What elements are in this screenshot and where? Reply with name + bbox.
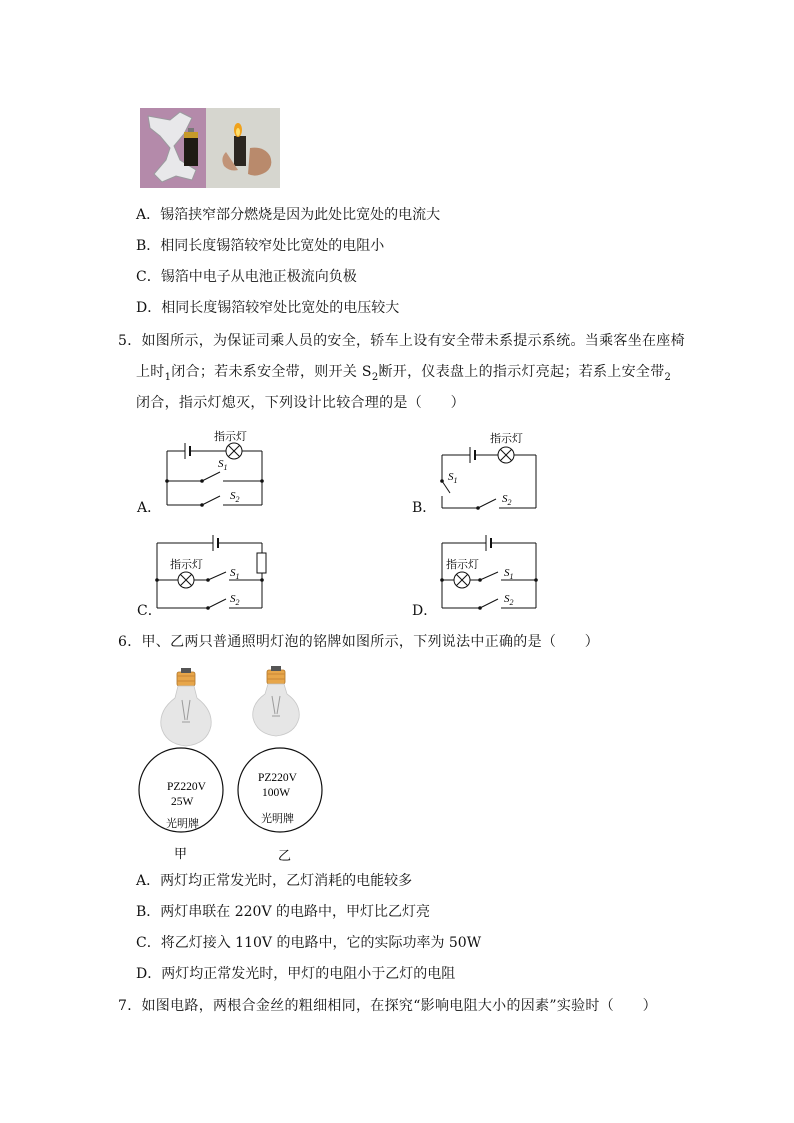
option-text: 两灯均正常发光时，乙灯消耗的电能较多 xyxy=(160,873,413,889)
option-text: 将乙灯接入 110V 的电路中，它的实际功率为 50W xyxy=(160,935,482,951)
bulb-jia-icon xyxy=(161,668,211,746)
q6-option-c xyxy=(136,933,481,953)
q6-option-b xyxy=(136,902,430,922)
option-text: 两灯均正常发光时，甲灯的电阻小于乙灯的电阻 xyxy=(161,966,456,982)
circuit-c-nodes xyxy=(155,578,264,610)
option-text: 锡箔中电子从电池正极流向负极 xyxy=(160,269,357,285)
q5-stem-line1: 5．如图所示，为保证司乘人员的安全，轿车上设有安全带未系提示系统。当乘客坐在座椅 xyxy=(118,333,685,349)
bulb-yi-icon xyxy=(253,666,300,736)
circuit-d xyxy=(442,535,536,608)
q6-stem: 6．甲、乙两只普通照明灯泡的铭牌如图所示，下列说法中正确的是（ ） xyxy=(118,634,600,650)
stem-text: 上时 xyxy=(136,364,165,380)
option-letter: D． xyxy=(136,300,162,316)
option-text: 两灯串联在 220V 的电路中，甲灯比乙灯亮 xyxy=(160,904,431,920)
q6-bulbs-figure xyxy=(135,660,345,865)
q5-stem-line2 xyxy=(136,362,671,388)
option-letter: A． xyxy=(136,207,161,223)
option-text: 锡箔挟窄部分燃烧是因为此处比宽处的电流大 xyxy=(160,207,441,223)
q5-stem-line3: 闭合，指示灯熄灭，下列设计比较合理的是（ ） xyxy=(136,395,465,411)
circuit-b-s1: $S_1$ xyxy=(448,471,458,485)
circuit-c-s2: $S_2$ xyxy=(230,593,240,607)
circuit-d-s2: $S_2$ xyxy=(504,593,514,607)
label-yi: 乙 xyxy=(278,849,292,864)
option-letter: C． xyxy=(136,935,161,951)
option-text: 相同长度锡箔较窄处比宽处的电阻小 xyxy=(160,238,385,254)
plate-jia-power: 25W xyxy=(171,796,194,808)
q4-option-b xyxy=(136,236,384,256)
circuit-a-lamp-label: 指示灯 xyxy=(214,430,247,443)
q4-option-a xyxy=(136,205,440,225)
tinfoil-strip-image xyxy=(140,108,206,188)
q4-option-d xyxy=(136,298,399,318)
circuit-a xyxy=(167,443,262,505)
subscript: 1 xyxy=(164,371,172,383)
q5-option-c-label: C． xyxy=(137,603,162,619)
circuit-b-nodes xyxy=(440,479,480,510)
label-jia: 甲 xyxy=(174,847,188,862)
circuit-a-s1: $S_1$ xyxy=(218,458,228,472)
option-letter: B． xyxy=(136,238,161,254)
tinfoil-battery-photo xyxy=(140,108,280,188)
q7-stem: 7．如图电路，两根合金丝的粗细相同，在探究“影响电阻大小的因素”实验时（ ） xyxy=(118,998,657,1014)
stem-text: 断开，仪表盘上的指示灯亮起；若系上安全带 xyxy=(378,364,665,380)
q5-option-a-label: A． xyxy=(137,500,162,516)
circuit-a-s2: $S_2$ xyxy=(230,490,240,504)
plate-yi-power: 100W xyxy=(262,787,291,799)
burning-foil-image xyxy=(206,108,280,188)
q5-option-d-label: D． xyxy=(412,603,438,619)
circuit-b-lamp-label: 指示灯 xyxy=(490,432,523,445)
subscript: 2 xyxy=(664,371,672,383)
circuit-c-s1: $S_1$ xyxy=(230,567,240,581)
circuit-c-lamp-label: 指示灯 xyxy=(170,558,203,571)
option-letter: B． xyxy=(136,904,161,920)
circuit-b-s2: $S_2$ xyxy=(502,493,512,507)
option-text: 相同长度锡箔较窄处比宽处的电压较大 xyxy=(161,300,400,316)
option-letter: A． xyxy=(136,873,161,889)
circuit-d-s1: $S_1$ xyxy=(504,567,514,581)
option-letter: D． xyxy=(136,966,162,982)
stem-text: 闭合；若未系安全带，则开关 S xyxy=(171,364,372,380)
q6-option-d xyxy=(136,964,455,984)
plate-yi-model: PZ220V xyxy=(258,772,297,784)
plate-jia-model: PZ220V xyxy=(167,781,206,793)
subscript: 2 xyxy=(371,371,379,383)
q6-option-a xyxy=(136,871,412,891)
plate-yi-brand: 光明牌 xyxy=(261,812,294,825)
circuit-d-lamp-label: 指示灯 xyxy=(446,558,479,571)
plate-jia-brand: 光明牌 xyxy=(166,817,199,830)
circuit-c xyxy=(157,535,266,608)
option-letter: C． xyxy=(136,269,161,285)
q4-option-c xyxy=(136,267,357,287)
circuit-a-nodes xyxy=(165,479,264,507)
q5-circuits xyxy=(130,425,550,625)
q5-option-b-label: B． xyxy=(412,500,437,516)
